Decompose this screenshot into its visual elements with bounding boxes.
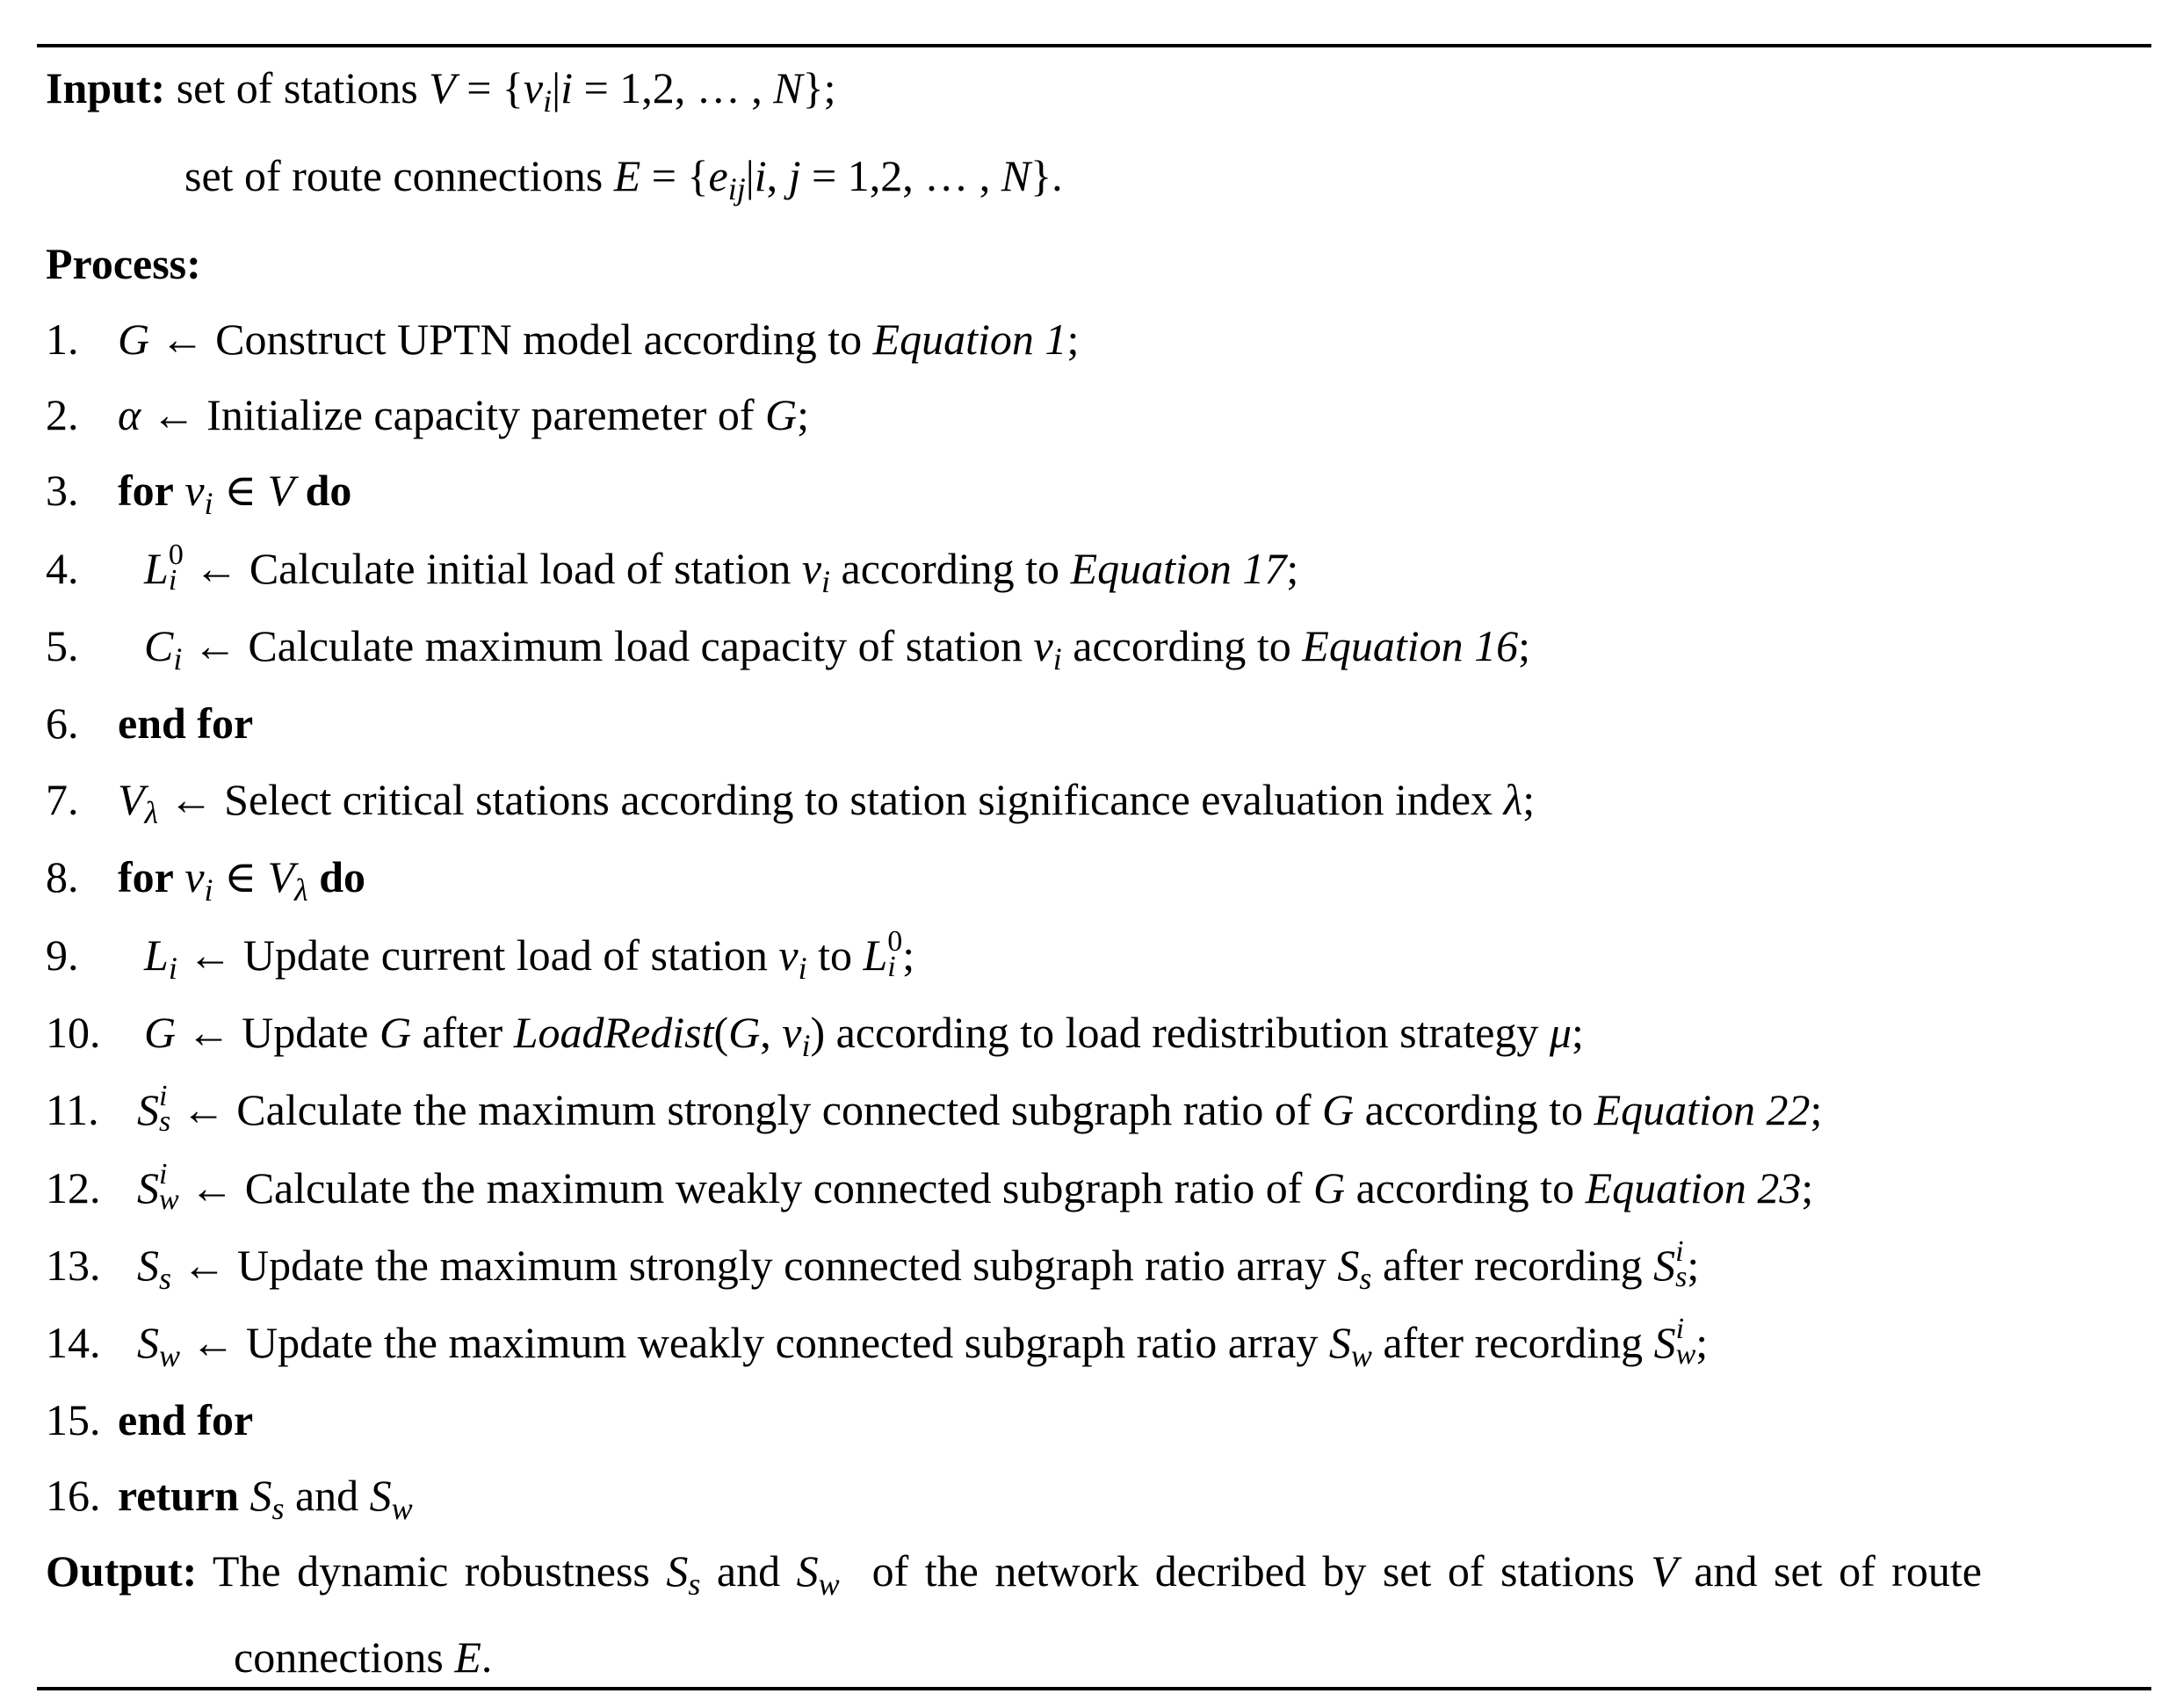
output-label: Output: <box>46 1546 198 1596</box>
step-13: 13. $S_s$ ← Update the maximum strongly connected subgraph ratio array $S_s$ after recording S i s ; <box>46 1234 1700 1297</box>
stations-set-formula: V <box>429 63 456 112</box>
step-5: 5. $C_i$ ← Calculate maximum load capacity of station $v_i$ according to Equation 16; <box>46 621 1531 677</box>
step-6: 6. end for <box>46 698 254 748</box>
step-1: 1. G ← Construct UPTN model according to Equation 1; <box>46 315 1080 364</box>
input-label: Input: <box>46 63 166 112</box>
input-line-routes: set of route connections $E = \{e_{ij}|i$, j = 1,2, … , N}. <box>184 151 1063 207</box>
step-10: 10. G ← Update G after LoadRedist(G, $v_i$) according to load redistribution strategy μ; <box>46 1008 1584 1064</box>
process-heading: Process: <box>46 239 201 288</box>
step-9: 9. $L_i$ ← Update current load of station $v_i$ to L 0 i ; <box>46 924 915 987</box>
step-16: 16. return $S_s$ and $S_w$ <box>46 1471 413 1527</box>
top-rule <box>37 44 2151 47</box>
step-8: 8. for $v_i$ ∈ $V_\lambda$ do <box>46 852 366 908</box>
step-7: 7. $V_\lambda$ ← Select critical stations according to station significance evaluation index λ; <box>46 775 1536 831</box>
step-4: 4. L 0 i ← Calculate initial load of station $v_i$ according to Equation 17; <box>46 538 1299 600</box>
step-14: 14. $S_w$ ← Update the maximum weakly connected subgraph ratio array $S_w$ after recording S i w ; <box>46 1312 1709 1374</box>
step-11: 11. S i s ← Calculate the maximum strongly connected subgraph ratio of G according to Equation 22; <box>46 1079 1823 1138</box>
step-15: 15. end for <box>46 1395 254 1444</box>
bottom-rule <box>37 1687 2151 1690</box>
input-stations-text: set of stations <box>176 63 418 112</box>
input-routes-text: set of route connections <box>184 151 604 200</box>
step-2: 2. α ← Initialize capacity paremeter of G; <box>46 390 810 439</box>
routes-set-formula: E <box>613 151 641 200</box>
input-line-stations: Input: set of stations $V = \{v_i|i = 1,2$, … , N}; <box>46 63 836 119</box>
output-line-2: connections E. <box>234 1632 493 1682</box>
step-12: 12. S i w ← Calculate the maximum weakly connected subgraph ratio of G according to Equation 23; <box>46 1157 1814 1216</box>
step-3: 3. for $v_i$ ∈ V do <box>46 466 352 522</box>
output-line-1: Output: The dynamic robustness $S_s$ and $S_w$ of the network decribed by set of stations V and set of route <box>46 1546 1982 1603</box>
